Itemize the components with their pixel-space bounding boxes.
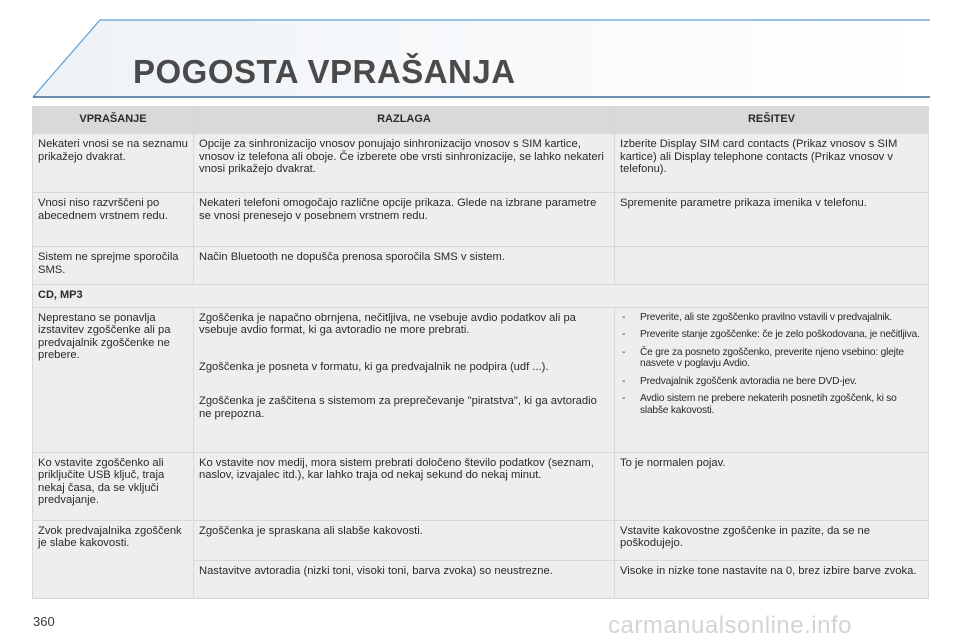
question-cell: Zvok predvajalnika zgoščenk je slabe kakovosti.: [33, 520, 194, 598]
bullet-dash: -: [622, 311, 626, 323]
cause-text: Zgoščenka je zaščitena s sistemom za preprečevanje "piratstva", ki ga avtoradio ne prepozna.: [199, 395, 597, 420]
solution-text: Če gre za posneto zgoščenko, preverite njeno vsebino: glejte nasvete v poglavju Avdio.: [640, 346, 904, 369]
list-item: [620, 376, 923, 388]
table-row: [33, 307, 929, 452]
solution-cell: To je normalen pojav.: [615, 452, 929, 520]
page-number: 360: [33, 614, 55, 629]
cause-text: Zgoščenka je posneta v formatu, ki ga predvajalnik ne podpira (udf ...).: [199, 360, 549, 373]
list-item: [620, 329, 923, 341]
question-cell: Ko vstavite zgoščenko ali priključite USB ključ, traja nekaj časa, da se vključi predvajanje.: [33, 452, 194, 520]
cause-cell: Ko vstavite nov medij, mora sistem prebrati določeno število podatkov (seznam, naslov, izvajalec itd.), kar lahko traja od nekaj sekund do nekaj minut.: [194, 452, 615, 520]
question-cell: Sistem ne sprejme sporočila SMS.: [33, 247, 194, 285]
header-question: VPRAŠANJE: [33, 107, 194, 134]
solution-cell: Vstavite kakovostne zgoščenke in pazite, da se ne poškodujejo.: [615, 520, 929, 560]
page-title: POGOSTA VPRAŠANJA: [133, 53, 516, 90]
solution-text: Preverite, ali ste zgoščenko pravilno vstavili v predvajalnik.: [640, 311, 893, 323]
bullet-dash: -: [622, 329, 626, 340]
section-row-cd-mp3: [33, 285, 929, 308]
cause-cell: [194, 307, 615, 452]
cause-text: Zgoščenka je napačno obrnjena, nečitljiva, ne vsebuje avdio podatkov ali pa vsebuje avdio format, ki ga avtoradio ne more prebrati.: [199, 311, 576, 336]
faq-table: [32, 106, 929, 599]
cause-cell: Nekateri telefoni omogočajo različne opcije prikaza. Glede na izbrane parametre se vnosi prenesejo v posebnem vrstnem redu.: [194, 193, 615, 247]
table-row: [33, 452, 929, 520]
section-title: CD, MP3: [33, 285, 929, 308]
solution-text: Avdio sistem ne prebere nekaterih posnetih zgoščenk, ki so slabše kakovosti.: [640, 393, 897, 416]
header-solution: REŠITEV: [615, 107, 929, 134]
solution-cell: Visoke in nizke tone nastavite na 0, brez izbire barve zvoka.: [615, 560, 929, 598]
table-row: [33, 134, 929, 193]
solution-text: Predvajalnik zgoščenk avtoradia ne bere DVD-jev.: [640, 375, 857, 387]
watermark: carmanualsonline.info: [608, 612, 852, 639]
cause-cell: Opcije za sinhronizacijo vnosov ponujajo sinhronizacijo vnosov s SIM kartice, vnosov iz telefona ali oboje. Če izberete obe vrsti sinhronizacije, se lahko nekateri vnosi prikažejo dvakrat.: [194, 134, 615, 193]
solution-cell: [615, 307, 929, 452]
cause-cell: Nastavitve avtoradia (nizki toni, visoki toni, barva zvoka) so neustrezne.: [194, 560, 615, 598]
question-cell: Nekateri vnosi se na seznamu prikažejo dvakrat.: [33, 134, 194, 193]
solution-list: [620, 312, 923, 417]
question-cell: Vnosi niso razvrščeni po abecednem vrstnem redu.: [33, 193, 194, 247]
solution-cell: [615, 247, 929, 285]
header-cause: RAZLAGA: [194, 107, 615, 134]
cause-cell: Način Bluetooth ne dopušča prenosa sporočila SMS v sistem.: [194, 247, 615, 285]
bullet-dash: -: [622, 346, 626, 358]
list-item: [620, 347, 923, 370]
table-row: [33, 247, 929, 285]
solution-text: Preverite stanje zgoščenke: če je zelo poškodovana, je nečitljiva.: [640, 329, 920, 340]
solution-cell: Izberite Display SIM card contacts (Prikaz vnosov s SIM kartice) ali Display telephone contacts (Prikaz vnosov v telefonu).: [615, 134, 929, 193]
list-item: [620, 312, 923, 324]
table-header-row: [33, 107, 929, 134]
list-item: [620, 393, 923, 416]
bullet-dash: -: [622, 375, 626, 387]
bullet-dash: -: [622, 393, 626, 404]
faq-table-container: [32, 106, 928, 599]
table-row: [33, 520, 929, 560]
question-cell: Neprestano se ponavlja izstavitev zgoščenke ali pa predvajalnik zgoščenke ne prebere.: [33, 307, 194, 452]
table-row: [33, 193, 929, 247]
cause-cell: Zgoščenka je spraskana ali slabše kakovosti.: [194, 520, 615, 560]
solution-cell: Spremenite parametre prikaza imenika v telefonu.: [615, 193, 929, 247]
